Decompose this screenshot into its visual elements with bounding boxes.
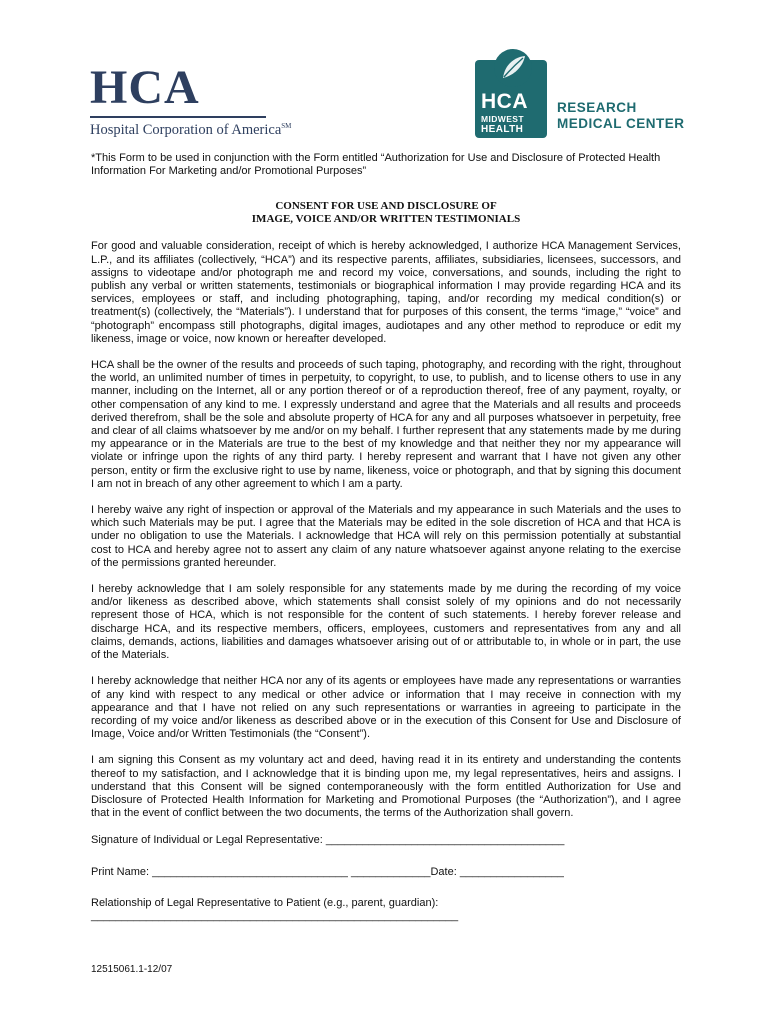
paragraph-ownership: HCA shall be the owner of the results and proceeds of such taping, photography, and recording with the right, throughout the world, an unlimited number of times in perpetuity, to copyright, to use, to publish, and to license others to use in any manner, including on the Internet, all or any portion thereof or of a reproduction thereof, free of any payment, royalty, or other compensation of any kind to me. I expressly understand and agree that the Materials and all results and proceeds derived therefrom, shall be the sole and absolute property of HCA for any and all purposes whatsoever in perpetuity, free and clear of all claims whatsoever by me and/or on my behalf. I further represent that any statements made by me during my appearance or in the Materials are true to the best of my knowledge and that neither they nor my appearance will violate or infringe upon the rights of any third party. I hereby represent and warrant that I have not given any other person, entity or firm the exclusive right to use by name, likeness, voice or photograph, and that by signing this document I am not in breach of any other agreement to which I am a party.	[91, 359, 681, 490]
title-line-2: IMAGE, VOICE AND/OR WRITTEN TESTIMONIALS	[251, 213, 521, 226]
research-medical-center-label	[557, 100, 685, 132]
hca-subtitle-text: Hospital Corporation of America	[90, 122, 282, 138]
midwest-box-midwest: MIDWEST	[481, 114, 524, 124]
document-title	[91, 200, 681, 226]
leaf-icon	[493, 48, 533, 88]
midwest-box-health: HEALTH	[481, 124, 524, 135]
hca-wordmark: HCA	[90, 61, 200, 114]
title-line-1: CONSENT FOR USE AND DISCLOSURE OF	[275, 200, 497, 213]
hca-logo-rule	[90, 116, 266, 118]
paragraph-authorization: For good and valuable consideration, receipt of which is hereby acknowledged, I authorize HCA Management Services, L.P., and its affiliates (collectively, “HCA”) and its respective parents, affiliates, subsidiaries, licensees, successors, and assigns to videotape and/or photograph me and record my voice, conversations, and sounds, including the right to publish any verbal or written statements, testimonials or biographical information I may provide regarding HCA and its services, employees or staff, and including photographing, taping, and/or recording my medical condition(s) or treatment(s) (collectively, the “Materials”). I understand that for purposes of this consent, the terms “image,” “voice” and “photograph” encompass still photographs, digital images, audiotapes and any other method to reproduce or edit my likeness, image or voice, now known or hereafter developed.	[91, 240, 681, 345]
paragraph-waiver: I hereby waive any right of inspection or approval of the Materials and my appearance in such Materials and the uses to which such Materials may be put. I agree that the Materials may be edited in the sole discretion of HCA and that HCA is under no obligation to use the Materials. I acknowledge that HCA will rely on this permission potentially at substantial cost to HCA and hereby agree not to assert any claim of any nature whatsoever against anyone relating to the exercise of the permissions granted hereunder.	[91, 504, 681, 569]
relationship-label: Relationship of Legal Representative to Patient (e.g., parent, guardian):	[91, 896, 439, 909]
midwest-box-hca: HCA	[481, 90, 528, 113]
hca-logo-subtitle	[90, 122, 290, 139]
paragraph-responsibility: I hereby acknowledge that I am solely responsible for any statements made by me during the recording of my voice and/or likeness as described above, which statements shall consist solely of my opinions and do not necessarily represent those of HCA, which is not responsible for the content of such statements. I hereby forever release and discharge HCA, and its respective members, officers, employees, customers and representatives from any and all claims, demands, actions, liabilities and damages whatsoever arising out of or attributable to, in whole or in part, the use of the Materials.	[91, 583, 681, 662]
midwest-health-logo	[475, 48, 695, 140]
service-mark: SM	[281, 122, 292, 130]
research-text: RESEARCH	[557, 100, 637, 115]
signature-line[interactable]: Signature of Individual or Legal Representative: _______________________________________	[91, 834, 565, 847]
form-note: *This Form to be used in conjunction with the Form entitled “Authorization for Use and Disclosure of Protected Health Information For Marketing and/or Promotional Purposes”	[91, 152, 661, 178]
paragraph-no-representations: I hereby acknowledge that neither HCA nor any of its agents or employees have made any representations or warranties of any kind with respect to any medical or other advice or information that I may receive in connection with my appearance and that I have not relied on any such representations or warranties in agreeing to participate in the recording of my voice and/or likeness as described above or in the execution of this Consent for Use and Disclosure of Image, Voice and/or Written Testimonials (the “Consent”).	[91, 675, 681, 741]
relationship-blank-line[interactable]: ____________________________________________________________	[91, 909, 459, 922]
medical-center-text: MEDICAL CENTER	[557, 116, 685, 131]
document-body	[91, 152, 681, 923]
form-number: 12515061.1-12/07	[91, 964, 173, 975]
hca-logo	[90, 61, 292, 139]
paragraph-voluntary-act: I am signing this Consent as my voluntary act and deed, having read it in its entirety and understanding the contents thereof to my satisfaction, and I acknowledge that it is binding upon me, my legal representatives, heirs and assigns. I understand that this Consent will be signed contemporaneously with the form entitled Authorization for Use and Disclosure of Protected Health Information for Marketing and Promotional Purposes (the “Authorization”), and I agree that in the event of conflict between the two documents, the terms of the Authorization shall govern.	[91, 754, 681, 820]
print-name-date-line[interactable]: Print Name: ________________________________ _____________Date: _________________	[91, 865, 564, 878]
